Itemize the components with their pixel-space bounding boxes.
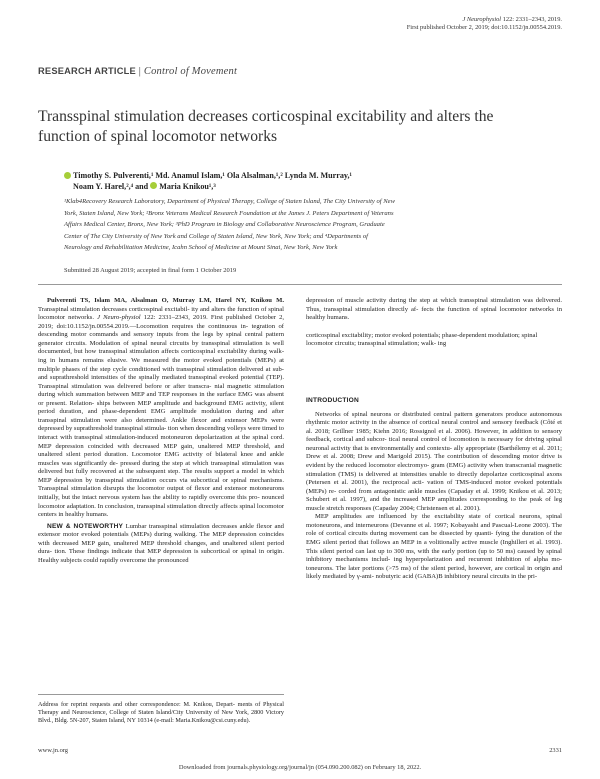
abstract-line: extensor MEPs were depressed by suprathreshold transspinal stimula- <box>38 416 284 433</box>
abstract-line: subcortical or spinal mechanisms. Transspinal stimulation disrupts the <box>38 476 284 493</box>
abstract-line: stimulation-induced motoneuron depolarization at the spinal cord. <box>105 434 285 441</box>
abstract-line: intact nervous system has the ability to rapidly overcome this pro- <box>82 493 260 501</box>
keyword-line: ing <box>437 340 447 348</box>
introduction-heading: INTRODUCTION <box>306 397 359 404</box>
affiliations <box>64 196 564 254</box>
intro-line: nobutyric acid (GABA)B inhibitory neural circuits in the pri- <box>375 573 538 581</box>
intro-paragraph-2 <box>306 513 562 582</box>
journal-abbrev: physiol <box>121 314 141 322</box>
correspondence-line: Address for reprint requests and other correspondence: M. Knikou, Depart- <box>38 701 235 708</box>
abstract-line: during and after transspinal stimulation were also determined. Ankle flexor and <box>38 408 284 424</box>
abstract-line: doi:10.1152/jn.00554.2019.—Locomotion requires the continuous in- <box>56 322 249 330</box>
abstract-line: but fully recovered at the subsequent step. The results support a model <box>64 468 259 476</box>
correspondence-line: University of New York, 2800 Victory Blvd., Bldg. 5N-207, Staten Island, NY <box>38 709 285 725</box>
abstract-line: legs by spinal central pattern generator circuits. Modulation of spinal <box>38 331 284 347</box>
keywords <box>306 332 562 349</box>
intro-line: corticospinal axons (Petersen et al. 2001), the reciprocal acti- <box>306 470 562 487</box>
journal-abbrev: J Neuro- <box>97 314 122 322</box>
intro-line: fying the duration of the EMG silent period that follows an <box>306 530 562 546</box>
affiliation-line: ¹Klab4Recovery Research Laboratory, Department of Physical Therapy, College of Staten Island, The City University of New <box>64 198 396 205</box>
new-noteworthy-heading: NEW & NOTEWORTHY <box>47 522 124 530</box>
intro-line: MEP amplitudes corresponding to the peak of leg muscle <box>306 496 562 512</box>
abstract-text: Transspinal stimulation decreases corticospinal excitabil- <box>38 305 190 313</box>
abstract-line: stimulation was delivered. Thus, transspinal stimulation directly af- <box>306 297 562 313</box>
orcid-icon[interactable] <box>150 182 157 189</box>
intro-line: This silent period can last up to 300 ms, with the early portion <box>306 547 477 555</box>
abstract-line: threshold, and unaltered silent period duration. Locomotor EMG <box>38 442 285 459</box>
intro-line: generators produce autonomous rhythmic motor activity in the <box>306 410 562 427</box>
authors-line-2a: Noam Y. Harel,²,⁴ and <box>73 181 149 191</box>
abstract-line: period duration, and phase-dependent EMG amplitude modulation <box>38 408 232 416</box>
abstract-line: transspinal stimulation affects corticospinal excitability during walk- <box>98 348 285 356</box>
journal-url[interactable]: www.jn.org <box>38 747 68 754</box>
intro-line: tical neural control of locomotion is necessary for driving <box>388 436 545 444</box>
intro-line: MEP in a volitionally active muscle (Inghilleri et al. 1993). <box>400 539 562 546</box>
intro-line: (TMS) is delivered at intensities unable to directly depolarize <box>338 470 508 478</box>
intro-line: (up to 50 ms) caused by spinal inhibitory mechanisms includ- <box>306 547 563 564</box>
intro-line: et al. 1997; Kobayashi and Pascual-Leone 2003). The role of <box>306 521 562 538</box>
submission-dates: Submitted 28 August 2019; accepted in final form 1 October 2019 <box>64 267 237 274</box>
abstract-line: tion when descending volleys were timed to interact with transspinal <box>38 425 284 441</box>
noteworthy-line: spinal in origin. Healthy subjects could rapidly overcome the pronounced <box>38 548 285 564</box>
intro-line: et al. 2018; Grillner 1985; Kiehn 2016; Rossignol et al. 2006). <box>306 419 562 435</box>
intro-line: however, are cortical in origin and likely mediated by γ-ami- <box>306 564 562 581</box>
journal-header <box>407 16 562 32</box>
affiliation-line: Affairs Medical Center, Bronx, New York; ³PhD Program in Biology and Collaborative Neuroscience Program, Graduate <box>64 221 385 229</box>
intro-line: spinal neuronal activity that is environmentally and contextu- <box>306 436 563 452</box>
footnote-divider <box>38 694 284 695</box>
intro-line: Knikou et al. 2013; Schubert et al. 1997), and the increased <box>306 487 562 504</box>
affiliation-line: York, Staten Island, New York; ²Bronx Veterans Medical Research Foundation at the James J. Peters Department of Veterans <box>64 209 394 217</box>
abstract-line: fects the function of spinal locomotor networks in healthy humans. <box>306 305 562 322</box>
abstract-continued <box>306 297 562 323</box>
right-column <box>306 297 562 349</box>
abstract-line: ships between MEP amplitude and background EMG activity, silent <box>96 399 284 407</box>
abstract-column <box>38 297 284 565</box>
abstract-line: intensities of the spinally mediated transspinal evoked potential <box>91 374 264 382</box>
abstract-line: potentials (MEPs) at multiple phases of the step cycle conditioned <box>38 356 285 373</box>
section-separator: | <box>138 66 142 77</box>
article-title: Transspinal stimulation decreases corticospinal excitability and alters the function of spinal locomotor networks <box>38 108 494 145</box>
intro-line: cortical neurons, spinal motoneurons, and interneurons (Devanne <box>306 513 563 529</box>
affiliation-line: Neurology and Rehabilitation Medicine, Icahn School of Medicine at Mount Sinai, New York, New York <box>64 244 338 252</box>
intro-paragraph-1 <box>306 411 562 514</box>
noteworthy-line: ankle flexor and extensor motor evoked potentials (MEPs) during <box>38 522 284 539</box>
noteworthy-line: walking. The MEP depression coincides with decreased MEP gain, <box>38 531 284 547</box>
journal-name: J Neurophysiol <box>462 16 502 23</box>
citation-authors: Pulverenti TS, Islam MA, Alsalman O, Murray LM, Harel NY, Knikou M. <box>47 297 284 304</box>
intro-line: toneurons. The later portions (>75 ms) of the silent period, <box>306 564 467 572</box>
abstract-line: locomotor output of flexor and extensor motoneurons initially, but the <box>38 485 284 501</box>
abstract-line: nial magnetic stimulation during which summation between MEP and <box>38 382 284 399</box>
header-divider <box>38 284 562 285</box>
abstract-line: nounced locomotor adaptation. In conclusion, transspinal stimulation <box>38 493 284 510</box>
abstract-text: 122: 2331–2343, 2019. First published October 2, 2019; <box>38 314 285 330</box>
authors-line-1: Timothy S. Pulverenti,¹ Md. Anamul Islam,¹ Ola Alsalman,¹,² Lynda M. Murray,¹ <box>73 171 352 180</box>
intro-line: motor drive is evident by the reduced locomotor electromyo- <box>306 453 562 469</box>
intro-line: Networks of spinal neurons or distributed central pattern <box>315 410 473 418</box>
journal-citation: 122: 2331–2343, 2019. <box>502 16 562 23</box>
intro-line: gram (EMG) activity when transcranial magnetic stimulation <box>306 461 562 478</box>
abstract <box>38 297 284 520</box>
section-label <box>38 66 237 77</box>
abstract-line: with transspinal stimulation delivered at sub- and suprathreshold <box>38 365 284 382</box>
abstract-line: ing in humans remains elusive. We measured the motor evoked <box>38 356 223 364</box>
section-topic: Control of Movement <box>143 66 238 77</box>
correspondence-line: ments of Physical Therapy and Neuroscience, College of Staten Island/City <box>38 701 284 717</box>
intro-line: However, in addition to sensory feedback, cortical and subcor- <box>306 427 562 444</box>
affiliation-line: Center of The City University of New York and College of Staten Island, New York, New York; and ⁴Departments of <box>64 232 368 240</box>
intro-line: ally appropriate (Barthélemy et al. 2011; Drew et al. 2008; <box>306 444 562 461</box>
abstract-line: depression of muscle activity during the step at which transspinal <box>306 297 488 304</box>
abstract-line: tegration of descending motor commands and sensory inputs from the <box>38 322 285 339</box>
intro-line: ing hyperpolarization and recurrent inhibition of alpha mo- <box>393 556 563 564</box>
abstract-line: directly affects spinal locomotor centers in healthy humans. <box>38 502 285 519</box>
author-list <box>64 171 564 193</box>
download-notice: Downloaded from journals.physiology.org/journal/jn (054.090.200.082) on February 18, 2022. <box>178 764 422 771</box>
abstract-line: pressed during the step at which transspinal stimulation was delivered <box>38 459 284 476</box>
orcid-icon[interactable] <box>64 172 71 179</box>
correspondence-line: 10314 (e-mail: Maria.Knikou@csi.cuny.edu). <box>137 717 251 725</box>
intro-line: MEP amplitudes are influenced by the excitability state of <box>315 513 491 521</box>
abstract-line: activity of bilateral knee and ankle muscles was significantly de- <box>38 451 284 467</box>
intro-line: cortical circuits during movement can be dissected by quanti- <box>326 530 494 538</box>
keyword-line: corticospinal excitability; motor evoked potentials; phase-dependent <box>306 331 487 339</box>
abstract-line: (TEP). Transspinal stimulation was delivered before or after transcra- <box>38 374 284 390</box>
abstract-line: neural circuits by transspinal stimulation is well documented, but how <box>38 339 284 356</box>
abstract-line: TEP responses in the surface EMG was absent or present. Relation- <box>38 391 285 407</box>
introduction-section <box>306 397 562 582</box>
intro-line: corded from antagonistic ankle muscles (Capaday et al. 1999; <box>338 487 507 495</box>
new-noteworthy <box>38 523 284 566</box>
intro-line: stretch responses (Capaday 2004; Christensen et al. 2001). <box>326 504 481 512</box>
article-type: RESEARCH ARTICLE <box>38 66 136 76</box>
authors-line-2b: Maria Knikou¹,³ <box>159 181 216 191</box>
correspondence <box>38 701 284 726</box>
publication-info: First published October 2, 2019; doi:10.1152/jn.00554.2019. <box>406 24 562 32</box>
abstract-line: MEP depression coincided with decreased MEP gain, unaltered MEP <box>38 442 241 450</box>
noteworthy-line: unaltered MEP threshold changes, and unaltered silent period dura- <box>38 539 284 556</box>
abstract-line: in which MEP depression by transspinal stimulation occurs via <box>38 468 284 484</box>
intro-line: Drew and Marigold 2015). The contribution of descending <box>357 453 521 461</box>
keyword-line: modulation; spinal locomotor circuits; transspinal stimulation; walk- <box>306 331 538 348</box>
page-number: 2331 <box>549 747 562 754</box>
noteworthy-text: Lumbar transspinal stimulation decreases <box>125 522 238 530</box>
intro-line: vation of TMS-induced motor evoked potentials (MEPs) re- <box>306 479 562 495</box>
abstract-text: ity and alters the function of spinal locomotor networks. <box>38 305 284 322</box>
noteworthy-line: tion. These findings indicate that MEP depression is subcortical or <box>54 548 238 556</box>
intro-line: absence of cortical neural control and sensory feedback (Côté <box>388 419 556 427</box>
